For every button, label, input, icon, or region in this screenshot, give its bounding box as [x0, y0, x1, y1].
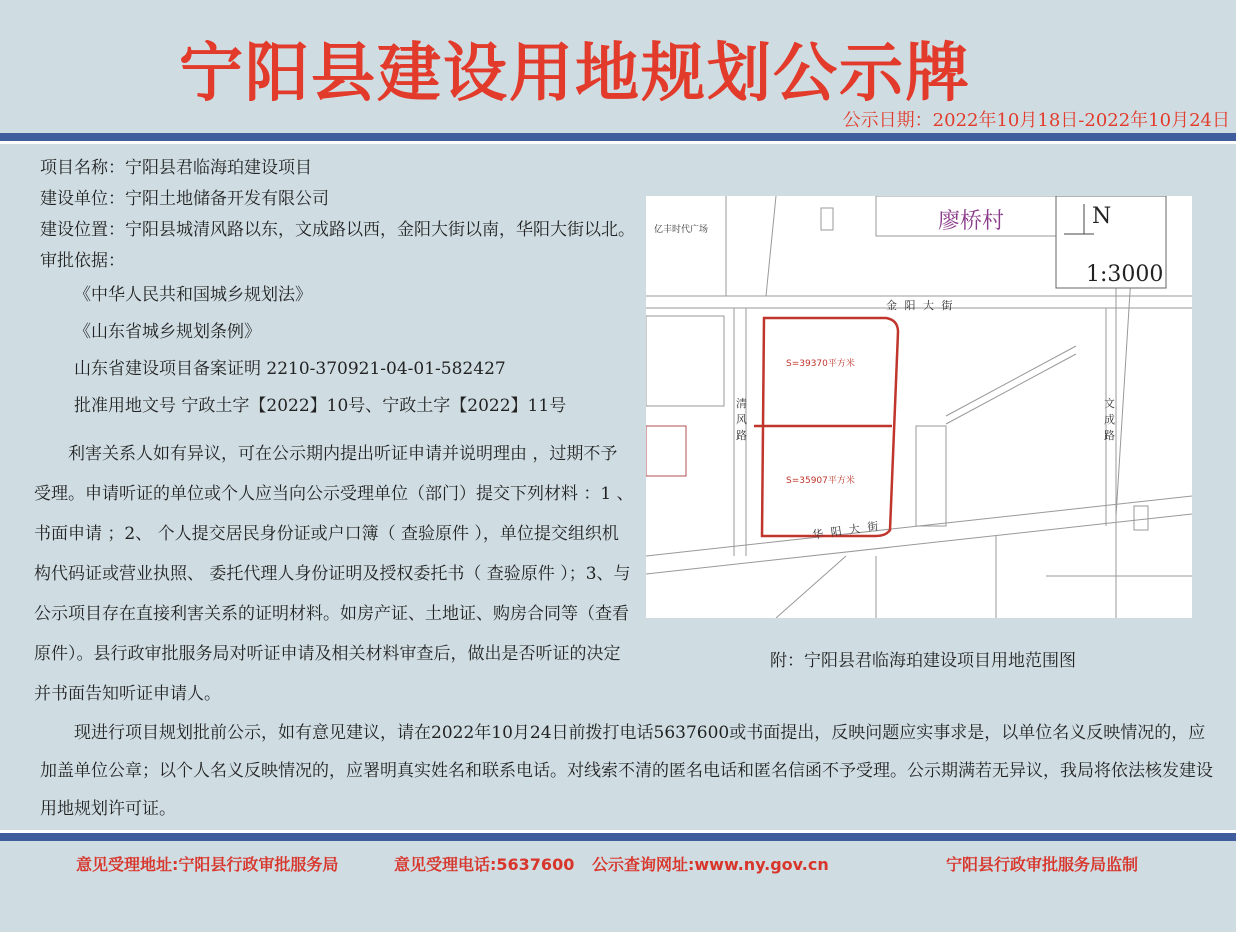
project-name: 项目名称：宁阳县君临海珀建设项目 [40, 158, 312, 178]
basis-item: 批准用地文号 宁政土字【2022】10号、宁政土字【2022】11号 [74, 396, 567, 416]
north-label: N [1092, 204, 1112, 229]
basis-label: 审批依据： [40, 251, 125, 271]
basis-item: 《中华人民共和国城乡规划法》 [74, 285, 312, 305]
board-title: 宁阳县建设用地规划公示牌 [179, 37, 971, 111]
scale-label: 1:3000 [1086, 262, 1164, 287]
notice-paragraph: 现进行项目规划批前公示，如有意见建议，请在2022年10月24日前拨打电话5637600或书面提出，反映问题应实事求是，以单位名义反映情况的，应加盖单位公章；以个人名义反映情况的，应署明真实姓名和联系电话。对线索不清的匿名电话和匿名信函不予受理。公示期满若无异议，我局将依法核发建设用地规划许可证。 [40, 723, 1213, 819]
site-map [646, 196, 1192, 618]
footer-address: 意见受理地址:宁阳县行政审批服务局 [76, 855, 339, 874]
bottom-divider [0, 830, 1236, 841]
builder: 建设单位：宁阳土地储备开发有限公司 [40, 189, 329, 209]
objection-paragraph: 利害关系人如有异议，可在公示期内提出听证申请并说明理由 ，过期不予受理。申请听证的单位或个人应当向公示受理单位（部门）提交下列材料 ：1 、书面申请 ；2、 个人提交居民身份证或户口簿（ 查验原件 ），单位提交组织机构代码证或营业执照、 委托代理人身份证明及授权委托书（ 查验原件 ）；3、与公示项目存在直接利害关系的证明材料。如房产证、土地证、购房合同等（查看原件）。县行政审批服务局对听证申请及相关材料审查后，做出是否听证的决定并书面告知听证申请人。 [34, 444, 634, 704]
project-info [40, 153, 640, 425]
basis-item: 《山东省城乡规划条例》 [74, 322, 261, 342]
basis-item: 山东省建设项目备案证明 2210-370921-04-01-582427 [74, 359, 506, 379]
top-divider [0, 133, 1236, 144]
road-south-label: 华 阳 大 街 [811, 519, 882, 542]
village-label: 廖桥村 [938, 209, 1005, 234]
area-south-label: S=35907平方米 [786, 476, 855, 486]
plaza-label: 亿丰时代广场 [654, 225, 709, 235]
area-north-label: S=39370平方米 [786, 359, 855, 369]
publicity-date: 公示日期：2022年10月18日-2022年10月24日 [842, 110, 1230, 131]
road-east-label: 文成路 [1104, 397, 1115, 442]
location: 建设位置：宁阳县城清风路以东，文成路以西，金阳大街以南，华阳大街以北。 [40, 220, 635, 240]
footer-supervisor: 宁阳县行政审批服务局监制 [946, 855, 1139, 874]
footer-website: 公示查询网址:www.ny.gov.cn [592, 855, 829, 874]
road-north-label: 金 阳 大 街 [886, 299, 955, 312]
road-west-label: 清风路 [736, 397, 747, 442]
footer [0, 852, 1236, 882]
footer-phone: 意见受理电话:5637600 [394, 855, 575, 874]
map-caption: 附：宁阳县君临海珀建设项目用地范围图 [770, 651, 1076, 671]
